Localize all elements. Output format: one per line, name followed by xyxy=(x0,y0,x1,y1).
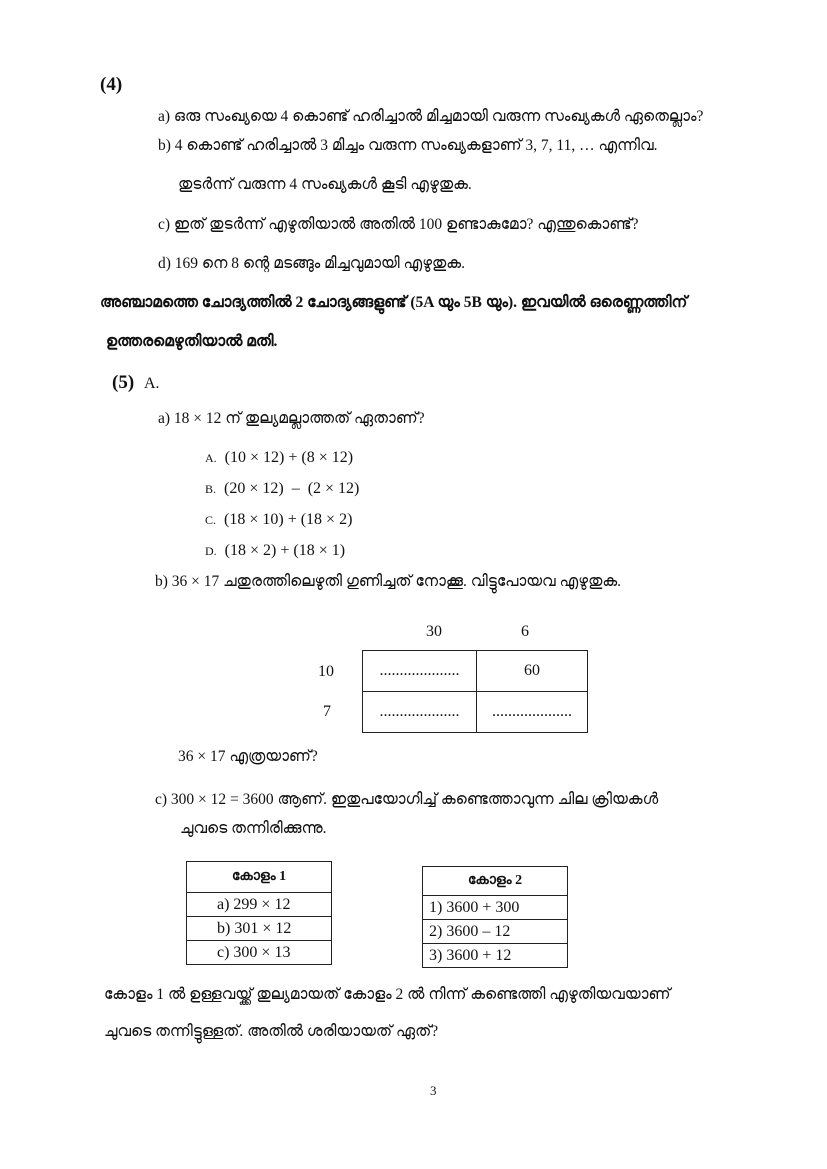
q5a-option-b xyxy=(205,480,359,498)
column-1-header: കോളം 1 xyxy=(187,862,332,893)
option-label: D. xyxy=(205,544,217,558)
column-2-table xyxy=(422,866,568,968)
grid-col-header-2: 6 xyxy=(521,623,529,640)
grid-cell: 60 xyxy=(477,651,588,692)
q5b-result-question: 36 × 17 എത്രയാണ്? xyxy=(178,748,318,765)
option-text: (20 × 12) – (2 × 12) xyxy=(224,480,360,497)
grid-col-header-1: 30 xyxy=(426,623,442,640)
q5a-question: a) 18 × 12 ന് തുല്യമല്ലാത്തത് ഏതാണ്? xyxy=(158,410,425,427)
multiplication-grid xyxy=(362,650,588,733)
grid-row-header-2: 7 xyxy=(323,703,331,720)
column-2-row: 3) 3600 + 12 xyxy=(423,944,568,968)
option-text: (10 × 12) + (8 × 12) xyxy=(224,449,354,466)
q5c-footer-line2: ചുവടെ തന്നിട്ടുള്ളത്. അതിൽ ശരിയായത് ഏത്? xyxy=(104,1023,439,1040)
q4-part-a: a) ഒരു സംഖ്യയെ 4 കൊണ്ട് ഹരിച്ചാൽ മിച്ചമായി വരുന്ന സംഖ്യകൾ ഏതെല്ലാം? xyxy=(158,108,704,125)
column-2-row: 2) 3600 – 12 xyxy=(423,920,568,944)
grid-cell: .................... xyxy=(477,692,588,733)
q5c-line1: c) 300 × 12 = 3600 ആണ്. ഇതുപയോഗിച്ച് കണ്ടെത്താവുന്ന ചില ക്രിയകൾ xyxy=(155,791,659,808)
q4-part-c: c) ഇത് തുടർന്ന് എഴുതിയാൽ അതിൽ 100 ഉണ്ടാകുമോ? എന്തുകൊണ്ട്? xyxy=(158,216,639,233)
question-4-number: (4) xyxy=(100,74,123,95)
grid-row-header-1: 10 xyxy=(318,663,334,680)
column-1-row: a) 299 × 12 xyxy=(187,893,332,917)
question-5-part: A. xyxy=(144,375,160,392)
column-1-table xyxy=(186,861,332,965)
option-text: (18 × 10) + (18 × 2) xyxy=(224,511,353,528)
column-2-header: കോളം 2 xyxy=(423,867,568,896)
q5c-line2: ചുവടെ തന്നിരിക്കുന്നു. xyxy=(180,820,327,837)
option-label: C. xyxy=(205,513,217,527)
option-label: B. xyxy=(205,482,217,496)
option-label: A. xyxy=(205,451,217,465)
option-text: (18 × 2) + (18 × 1) xyxy=(224,542,346,559)
page-number: 3 xyxy=(430,1083,437,1098)
grid-cell: .................... xyxy=(363,651,477,692)
q5a-option-a xyxy=(205,449,353,467)
q5b-question: b) 36 × 17 ചതുരത്തിലെഴുതി ഗുണിച്ചത് നോക്കൂ. വിട്ടുപോയവ എഴുതുക. xyxy=(155,573,622,590)
q5a-option-d xyxy=(205,542,345,560)
q4-part-d: d) 169 നെ 8 ന്റെ മടങ്ങും മിച്ചവുമായി എഴുതുക. xyxy=(158,255,465,272)
q5a-option-c xyxy=(205,511,352,529)
instruction-line1: അഞ്ചാമത്തെ ചോദ്യത്തിൽ 2 ചോദ്യങ്ങളുണ്ട് (5A യും 5B യും). ഇവയിൽ ഒരെണ്ണത്തിന് xyxy=(100,294,688,311)
grid-cell: .................... xyxy=(363,692,477,733)
question-5-number: (5) xyxy=(112,372,135,393)
q5c-footer-line1: കോളം 1 ൽ ഉള്ളവയ്ക്ക് തുല്യമായത് കോളം 2 ൽ നിന്ന് കണ്ടെത്തി എഴുതിയവയാണ് xyxy=(104,986,671,1003)
column-1-row: c) 300 × 13 xyxy=(187,941,332,965)
q4-part-b-line1: b) 4 കൊണ്ട് ഹരിച്ചാൽ 3 മിച്ചം വരുന്ന സംഖ്യകളാണ് 3, 7, 11, … എന്നിവ. xyxy=(158,137,658,154)
q4-part-b-line2: തുടർന്ന് വരുന്ന 4 സംഖ്യകൾ കൂടി എഴുതുക. xyxy=(178,176,472,193)
column-2-row: 1) 3600 + 300 xyxy=(423,896,568,920)
instruction-line2: ഉത്തരമെഴുതിയാൽ മതി. xyxy=(106,333,278,350)
column-1-row: b) 301 × 12 xyxy=(187,917,332,941)
